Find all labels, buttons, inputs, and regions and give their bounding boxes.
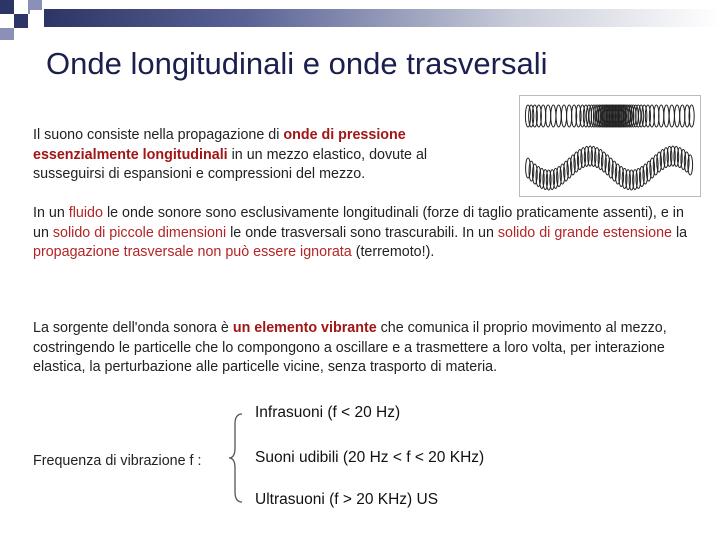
frequency-label: Frequenza di vibrazione f : — [33, 453, 202, 469]
audible-sound-item: Suoni udibili (20 Hz < f < 20 KHz) — [255, 449, 485, 466]
text-segment: le onde trasversali sono trascurabili. In un — [226, 224, 498, 241]
text-segment: Il suono consiste nella propagazione di — [33, 127, 284, 143]
text-segment: che comunica il proprio movimento al mezzo, costringendo le particelle che lo compongono a oscillare e a trasmettere a loro volta, per interazione elastica, la perturbazione alle particelle vicine, senza trasporto di materia. — [33, 320, 667, 375]
text-segment: La sorgente dell'onda sonora è — [33, 320, 233, 336]
paragraph-pressure-waves — [33, 126, 493, 185]
ultrasound-item: Ultrasuoni (f > 20 KHz) US — [255, 491, 439, 508]
highlight-text: fluido — [68, 205, 103, 221]
longitudinal-spring-icon — [525, 105, 694, 127]
text-segment: in un mezzo elastico, dovute al susseguirsi di espansioni e compressioni del mezzo. — [33, 146, 428, 182]
highlight-text: solido di piccole dimensioni — [52, 224, 227, 241]
transverse-spring-icon — [526, 146, 693, 190]
text-segment: In un — [33, 205, 69, 221]
highlight-text: propagazione trasversale non può essere ignorata — [33, 244, 352, 260]
header-band — [44, 9, 720, 27]
highlight-text: solido di grande estensione — [497, 224, 672, 241]
text-segment: la — [671, 224, 688, 241]
highlight-text: onde di pressione essenzialmente longitudinali — [33, 127, 406, 163]
text-segment: le onde sonore sono esclusivamente longitudinali (forze di taglio praticamente assenti), e in un — [33, 205, 684, 241]
spring-illustration — [520, 96, 700, 196]
paragraph-media — [33, 204, 698, 263]
text-segment: (terremoto!). — [351, 244, 435, 260]
page-title: Onde longitudinali e onde trasversali — [46, 46, 548, 81]
spring-wave-figure — [519, 95, 701, 197]
paragraph-source — [33, 319, 698, 378]
curly-brace-icon — [226, 412, 248, 504]
infrasound-item: Infrasuoni (f < 20 Hz) — [255, 404, 401, 421]
highlight-text: un elemento vibrante — [232, 320, 377, 336]
